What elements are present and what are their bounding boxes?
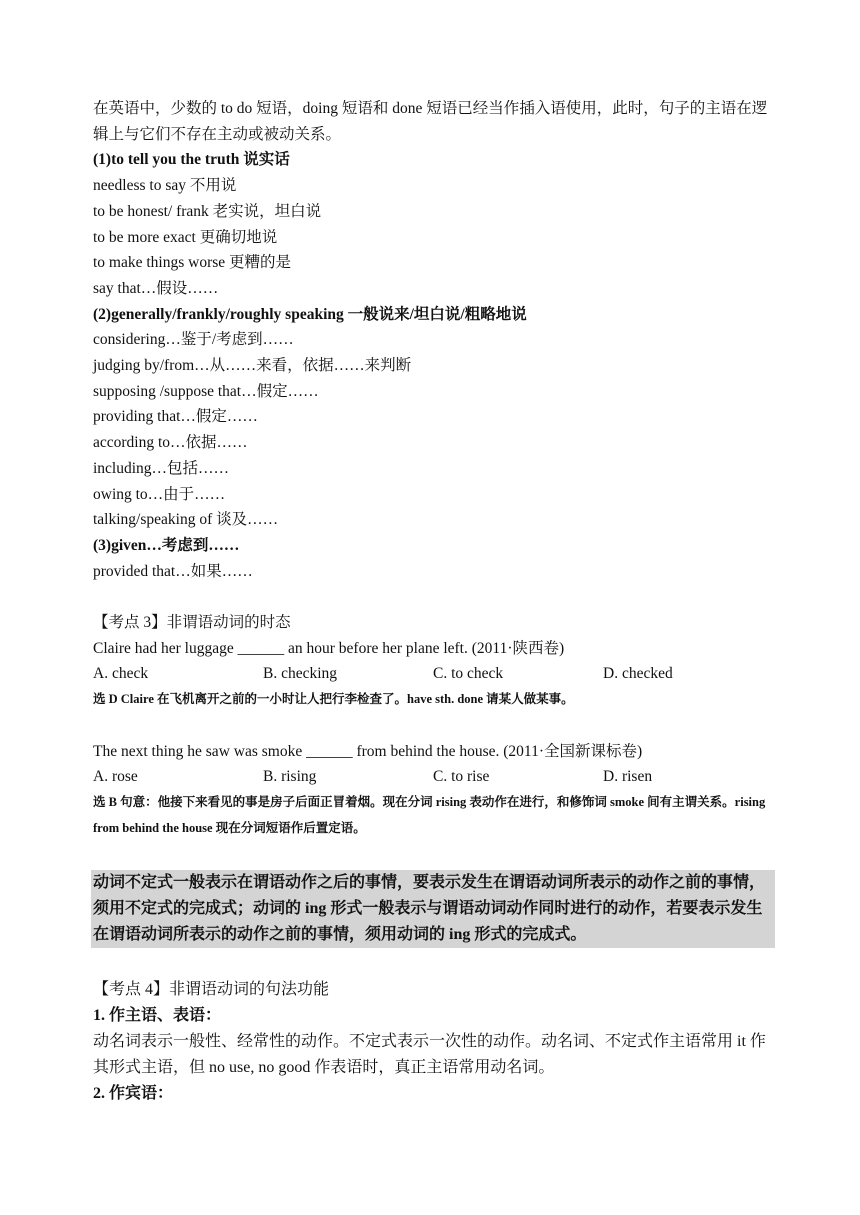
section2-heading: 2. 作宾语： [93, 1084, 174, 1102]
question1-options [93, 661, 773, 687]
group1-heading: (1)to tell you the truth 说实话 [93, 151, 290, 169]
option-c: C. to rise [433, 768, 490, 786]
option-d: D. checked [603, 665, 673, 683]
list-item: to be honest/ frank 老实说，坦白说 [93, 202, 322, 220]
list-item: supposing /suppose that…假定…… [93, 382, 319, 400]
option-a: A. rose [93, 768, 138, 786]
list-item: including…包括…… [93, 459, 230, 477]
group3-heading: (3)given…考虑到…… [93, 536, 240, 554]
option-b: B. checking [263, 665, 338, 683]
list-item: talking/speaking of 谈及…… [93, 511, 279, 529]
list-item: owing to…由于…… [93, 485, 226, 503]
list-item: to make things worse 更糟的是 [93, 254, 292, 272]
list-item: needless to say 不用说 [93, 177, 237, 195]
question2-options [93, 764, 773, 790]
option-d: D. risen [603, 768, 653, 786]
list-item: to be more exact 更确切地说 [93, 228, 278, 246]
intro-paragraph: 在英语中，少数的 to do 短语，doing 短语和 done 短语已经当作插入语使用，此时，句子的主语在逻辑上与它们不存在主动或被动关系。 [93, 100, 768, 143]
option-a: A. check [93, 665, 149, 683]
kaodian4-title: 【考点 4】非谓语动词的句法功能 [93, 980, 330, 998]
list-item: according to…依据…… [93, 434, 248, 452]
section1-heading: 1. 作主语、表语： [93, 1006, 222, 1024]
group2-heading: (2)generally/frankly/roughly speaking 一般说来/坦白说/粗略地说 [93, 305, 527, 323]
list-item: considering…鉴于/考虑到…… [93, 331, 294, 349]
question1-stem: Claire had her luggage ______ an hour before her plane left. (2011·陕西卷) [93, 639, 565, 657]
question2-stem: The next thing he saw was smoke ______ from behind the house. (2011·全国新课标卷) [93, 742, 643, 760]
option-b: B. rising [263, 768, 317, 786]
list-item: providing that…假定…… [93, 408, 258, 426]
spacer [93, 584, 773, 610]
list-item: judging by/from…从……来看，依据……来判断 [93, 357, 412, 375]
kaodian3-title: 【考点 3】非谓语动词的时态 [93, 614, 291, 632]
section1-text: 动名词表示一般性、经常性的动作。不定式表示一次性的动作。动名词、不定式作主语常用 it 作其形式主语，但 no use, no good 作表语时，真正主语常用动名词。 [93, 1032, 766, 1076]
spacer [93, 841, 773, 867]
list-item: provided that…如果…… [93, 562, 253, 580]
question2-answer: 选 B 句意：他接下来看见的事是房子后面正冒着烟。现在分词 rising 表动作在进行，和修饰词 smoke 间有主谓关系。rising from behind the house 现在分词短语作后置定语。 [93, 794, 766, 835]
list-item: say that…假设…… [93, 279, 219, 297]
spacer [93, 713, 773, 739]
spacer [93, 951, 773, 977]
highlighted-note: 动词不定式一般表示在谓语动作之后的事情，要表示发生在谓语动词所表示的动作之前的事情，须用不定式的完成式；动词的 ing 形式一般表示与谓语动词动作同时进行的动作，若要表示发生在谓语动词所表示的动作之前的事情，须用动词的 ing 形式的完成式。 [91, 870, 775, 948]
option-c: C. to check [433, 665, 504, 683]
question1-answer: 选 D Claire 在飞机离开之前的一小时让人把行李检查了。have sth. done 请某人做某事。 [93, 692, 574, 707]
document-content [93, 96, 773, 1107]
